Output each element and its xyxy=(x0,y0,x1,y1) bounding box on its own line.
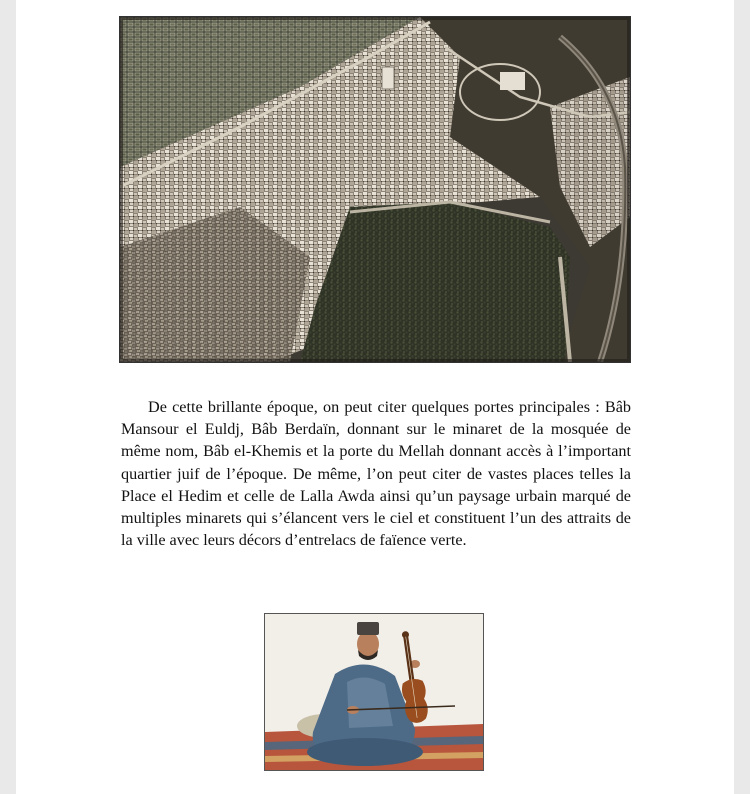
document-page xyxy=(16,0,734,794)
aerial-city-illustration xyxy=(120,17,630,362)
musician-illustration xyxy=(265,614,483,770)
aerial-city-photo xyxy=(119,16,631,363)
body-paragraph: De cette brillante époque, on peut citer quelques portes principales : Bâb Mansour el Euldj, Bâb Berdaïn, donnant sur le minaret de la mosquée de même nom, Bâb el-Khemis et la porte du Mellah donnant accès à l’important quartier juif de l’époque. De même, l’on peut citer de vastes places telles la Place el Hedim et celle de Lalla Awda ainsi qu’un paysage urbain marqué de multiples minarets qui s’élancent vers le ciel et constituent l’un des attraits de la ville avec leurs décors d’entrelacs de faïence verte. xyxy=(121,398,631,550)
violin-musician-photo xyxy=(264,613,484,771)
